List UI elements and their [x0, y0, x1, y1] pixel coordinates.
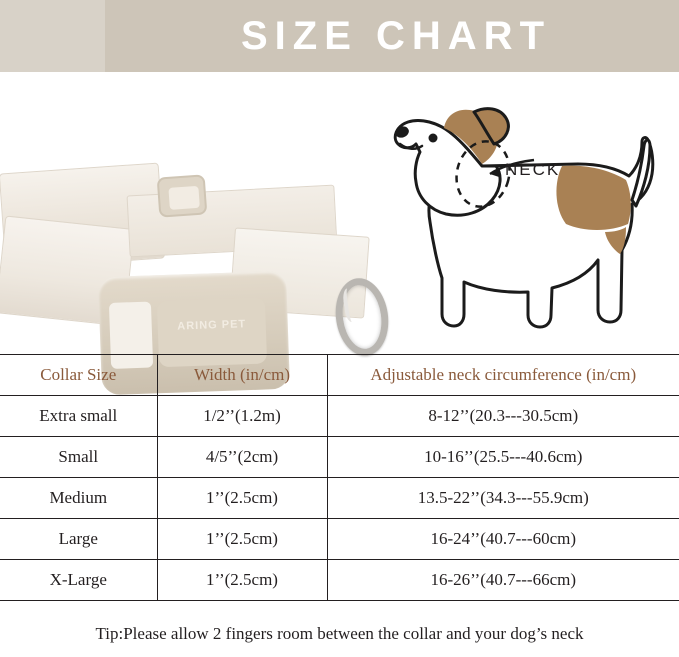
- table-row: [0, 519, 679, 560]
- cell-width: 4/5’’(2cm): [157, 437, 327, 478]
- table-header-row: [0, 355, 679, 396]
- cell-size: Large: [0, 519, 157, 560]
- table-row: [0, 478, 679, 519]
- cell-size: Extra small: [0, 396, 157, 437]
- cell-width: 1’’(2.5cm): [157, 478, 327, 519]
- page-title: SIZE CHART: [241, 13, 551, 58]
- cell-size: X-Large: [0, 560, 157, 601]
- column-header-width: Width (in/cm): [157, 355, 327, 396]
- column-header-neck-circumference: Adjustable neck circumference (in/cm): [327, 355, 679, 396]
- illustration-area: [0, 72, 679, 354]
- table-row: [0, 437, 679, 478]
- cell-size: Small: [0, 437, 157, 478]
- cell-width: 1/2’’(1.2m): [157, 396, 327, 437]
- cell-size: Medium: [0, 478, 157, 519]
- cell-neck: 16-26’’(40.7---66cm): [327, 560, 679, 601]
- table-row: [0, 396, 679, 437]
- collar-photo: [0, 72, 395, 354]
- dog-illustration: [386, 82, 676, 347]
- column-header-collar-size: Collar Size: [0, 355, 157, 396]
- brand-label: ARING PET: [177, 318, 247, 333]
- footer-tip: Tip:Please allow 2 fingers room between the collar and your dog’s neck: [95, 624, 584, 643]
- table-row: [0, 560, 679, 601]
- size-table-wrap: [0, 354, 679, 601]
- cell-width: 1’’(2.5cm): [157, 560, 327, 601]
- cell-neck: 8-12’’(20.3---30.5cm): [327, 396, 679, 437]
- neck-label: NECK: [505, 160, 561, 179]
- cell-width: 1’’(2.5cm): [157, 519, 327, 560]
- size-table: [0, 354, 679, 601]
- cell-neck: 13.5-22’’(34.3---55.9cm): [327, 478, 679, 519]
- cell-neck: 16-24’’(40.7---60cm): [327, 519, 679, 560]
- cell-neck: 10-16’’(25.5---40.6cm): [327, 437, 679, 478]
- collar-slider-loop: [157, 174, 208, 217]
